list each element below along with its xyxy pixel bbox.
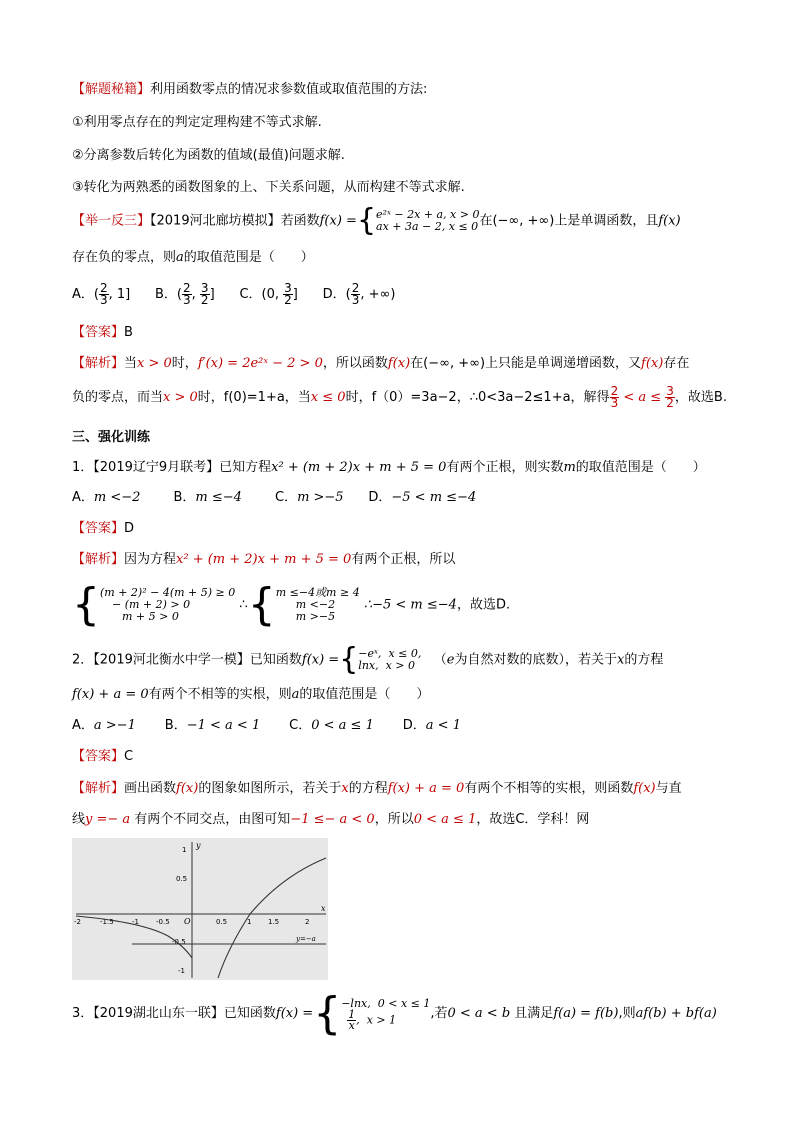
q1-option-c[interactable]: C．m >−5 [274,490,344,505]
q1-option-b[interactable]: B．m ≤−4 [173,490,242,505]
example-options [72,280,395,310]
example-question: 【举一反三】【2019河北廊坊模拟】若函数f(x) ={ e²ˣ − 2x + a, x > 0 ax + 3a − 2, x ≤ 0 在(−∞, +∞)上是单调函数，且f(x) [72,203,681,238]
q1-question: 1．【2019辽宁9月联考】已知方程x² + (m + 2)x + m + 5 = 0有两个正根，则实数m的取值范围是（ ） [72,460,706,475]
q1-option-a[interactable]: A．m <−2 [72,490,141,505]
q3-question: 3．【2019湖北山东一联】已知函数f(x) ={ −lnx, 0 < x ≤ 1 $\frac{1}{x}$ , x > 1 ,若0 < a < b 且满足f(a) = f(b),则af(b) + bf(a) [72,987,717,1039]
graph-ytick-neg0.5: -0.5 [172,938,186,946]
graph-ytick-0.5: 0.5 [176,875,188,883]
q2-question: 2．【2019河北衡水中学一模】已知函数f(x) ={ −eˣ, x ≤ 0, lnx, x > 0 （e为自然对数的底数），若关于x的方程 [72,642,664,677]
q1-option-d[interactable]: D．−5 < m ≤−4 [368,490,477,505]
example-option-a[interactable]: A．( $\frac{2}{3}$ , 1] [72,281,131,307]
q2-options [72,716,461,736]
example-question-cont: 存在负的零点，则a的取值范围是（ ） [72,250,314,265]
graph-y-label: y [196,841,201,850]
q2-answer: 【答案】C [72,749,134,764]
q2-question-cont: f(x) + a = 0有两个不相等的实根，则a的取值范围是（ ） [72,687,430,702]
example-analysis: 【解析】当x > 0时，f′(x) = 2e²ˣ − 2 > 0，所以函数f(x)在(−∞, +∞)上只能是单调递增函数，又f(x)存在 [72,356,690,371]
q2-analysis-cont: 线y =− a 有两个不同交点，由图可知−1 ≤− a < 0，所以0 < a ≤ 1，故选C．学科！网 [72,812,590,827]
example-answer: 【答案】B [72,325,133,340]
q1-system-2: m ≤−4或m ≥ 4 m <−2 m >−5 [275,586,360,623]
graph-xtick-0.5: 0.5 [216,918,228,926]
graph-xtick-neg2: -2 [74,918,81,926]
graph-xtick-neg1.5: -1.5 [100,918,114,926]
q1-answer: 【答案】D [72,521,135,536]
example-cases: e²ˣ − 2x + a, x > 0 ax + 3a − 2, x ≤ 0 [376,208,480,233]
graph-xtick-1: 1 [247,918,252,926]
graph-xtick-1.5: 1.5 [268,918,280,926]
q2-option-c[interactable]: C．0 < a ≤ 1 [289,718,374,733]
q1-system: { (m + 2)² − 4(m + 5) ≥ 0 − (m + 2) > 0 m + 5 > 0 ∴{ m ≤−4或m ≥ 4 m <−2 m >−5 ∴−5 < m ≤−4，故选D. [72,579,511,630]
graph-background [72,838,328,980]
graph-x-label: x [321,904,326,913]
example-analysis-cont: 负的零点，而当x > 0时，f(0)=1+a，当x ≤ 0时，f（0）=3a−2，∴0<3a−2≤1+a，解得 $\frac{2}{3}$ < a ≤ $\frac{3}{2}$ ，故选B. [72,384,727,410]
q2-analysis: 【解析】画出函数f(x)的图象如图所示，若关于x的方程f(x) + a = 0有两个不相等的实根，则函数f(x)与直 [72,781,682,796]
graph-xtick-neg1: -1 [132,918,139,926]
q2-function-graph [72,838,328,980]
tips-method-1: ①利用零点存在的判定定理构建不等式求解. [72,115,322,130]
q2-option-b[interactable]: B．−1 < a < 1 [164,718,261,733]
example-option-d[interactable]: D．( $\frac{2}{3}$ , +∞) [322,281,396,307]
q1-system-1: (m + 2)² − 4(m + 5) ≥ 0 − (m + 2) > 0 m + 5 > 0 [100,586,236,623]
tips-intro: 【解题秘籍】利用函数零点的情况求参数值或取值范围的方法: [72,82,428,97]
graph-xtick-2: 2 [305,918,310,926]
graph-ytick-neg1: -1 [178,967,185,975]
tips-tag: 【解题秘籍】 [72,82,151,97]
section-title: 三、强化训练 [72,430,151,445]
q1-analysis: 【解析】因为方程x² + (m + 2)x + m + 5 = 0有两个正根，所以 [72,552,456,567]
graph-origin: O [184,917,191,926]
q2-option-d[interactable]: D．a < 1 [402,718,461,733]
tips-method-2: ②分离参数后转化为函数的值域(最值)问题求解. [72,148,345,163]
q1-options [72,488,476,508]
graph-xtick-neg0.5: -0.5 [156,918,170,926]
graph-line-label: y=−a [296,935,316,943]
example-option-b[interactable]: B．( $\frac{2}{3}$ , $\frac{3}{2}$ ] [155,281,215,307]
q2-option-a[interactable]: A．a >−1 [72,718,136,733]
example-option-c[interactable]: C．(0, $\frac{3}{2}$ ] [239,281,298,307]
tips-method-3: ③转化为两熟悉的函数图象的上、下关系问题，从而构建不等式求解. [72,180,465,195]
graph-ytick-1: 1 [182,846,187,854]
